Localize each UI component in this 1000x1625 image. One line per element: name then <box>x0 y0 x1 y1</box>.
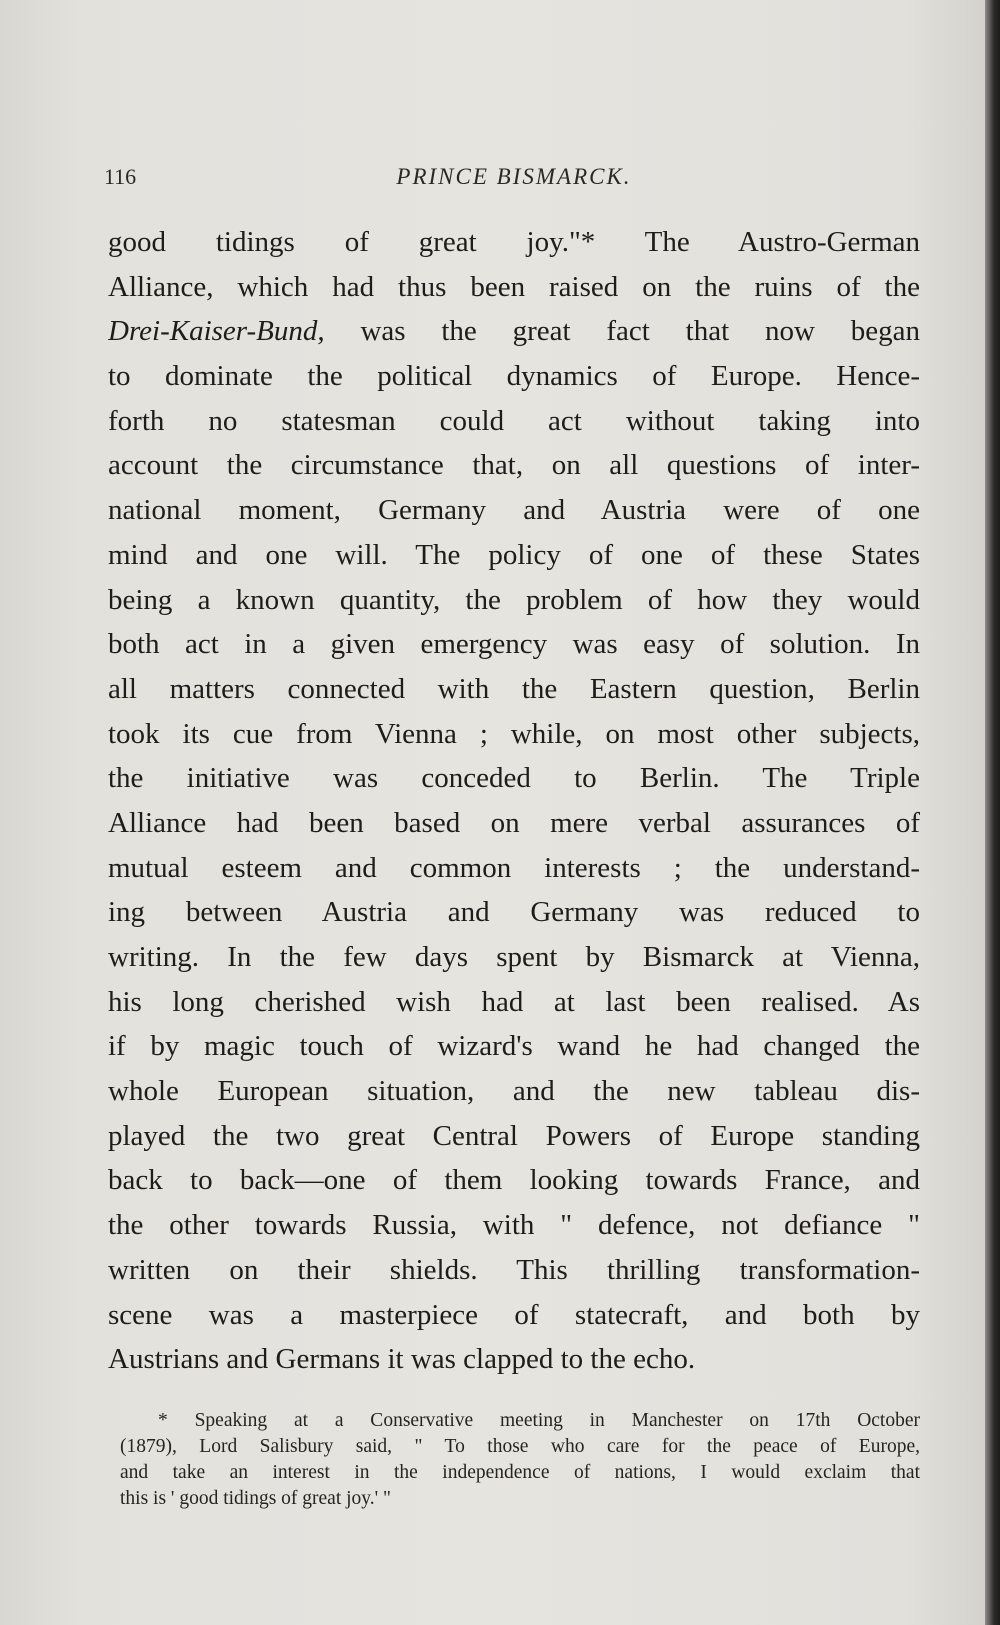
book-edge <box>985 0 1000 1625</box>
body-line: Alliance had been based on mere verbal assurances of <box>108 806 920 839</box>
page-header <box>104 164 924 204</box>
footnote <box>120 1408 920 1512</box>
body-line: ing between Austria and Germany was reduced to <box>108 896 920 929</box>
body-line: national moment, Germany and Austria were of one <box>108 494 920 527</box>
body-line: Austrians and Germans it was clapped to the echo. <box>108 1343 696 1376</box>
body-line: account the circumstance that, on all questions of inter- <box>108 449 920 482</box>
body-line: mutual esteem and common interests ; the understand- <box>108 851 920 884</box>
page-number: 116 <box>104 164 137 189</box>
body-line: mind and one will. The policy of one of these States <box>108 538 920 571</box>
footnote-line: and take an interest in the independence of nations, I would exclaim that <box>120 1462 920 1483</box>
italic-phrase: Drei-Kaiser-Bund, <box>108 315 325 348</box>
body-line: scene was a masterpiece of statecraft, and both by <box>108 1298 920 1331</box>
footnote-line: this is ' good tidings of great joy.' " <box>120 1488 392 1509</box>
body-line: the initiative was conceded to Berlin. The Triple <box>108 762 920 795</box>
body-line-remainder: was the great fact that now began <box>360 315 920 348</box>
body-line: whole European situation, and the new tableau dis- <box>108 1075 920 1108</box>
body-line: Alliance, which had thus been raised on the ruins of the <box>108 270 920 303</box>
footnote-line: (1879), Lord Salisbury said, " To those who care for the peace of Europe, <box>120 1436 920 1457</box>
body-line: played the two great Central Powers of Europe standing <box>108 1119 920 1152</box>
body-text <box>108 220 920 1382</box>
body-line: the other towards Russia, with " defence, not defiance " <box>108 1209 920 1242</box>
body-line: both act in a given emergency was easy of solution. In <box>108 628 920 661</box>
body-line: writing. In the few days spent by Bismarck at Vienna, <box>108 941 920 973</box>
body-line: written on their shields. This thrilling transformation- <box>108 1253 920 1286</box>
footnote-line: * Speaking at a Conservative meeting in Manchester on 17th October <box>158 1410 920 1431</box>
body-line <box>108 309 920 354</box>
body-line: good tidings of great joy."* The Austro-German <box>108 226 920 258</box>
body-line: forth no statesman could act without taking into <box>108 404 920 437</box>
body-line: his long cherished wish had at last been realised. As <box>108 985 920 1018</box>
body-line: back to back—one of them looking towards France, and <box>108 1164 920 1197</box>
running-head: PRINCE BISMARCK. <box>396 164 632 189</box>
body-line: being a known quantity, the problem of how they would <box>108 583 920 616</box>
body-line: all matters connected with the Eastern question, Berlin <box>108 672 920 705</box>
body-line: if by magic touch of wizard's wand he had changed the <box>108 1030 920 1063</box>
body-line: took its cue from Vienna ; while, on most other subjects, <box>108 717 920 750</box>
body-line: to dominate the political dynamics of Europe. Hence- <box>108 360 920 393</box>
